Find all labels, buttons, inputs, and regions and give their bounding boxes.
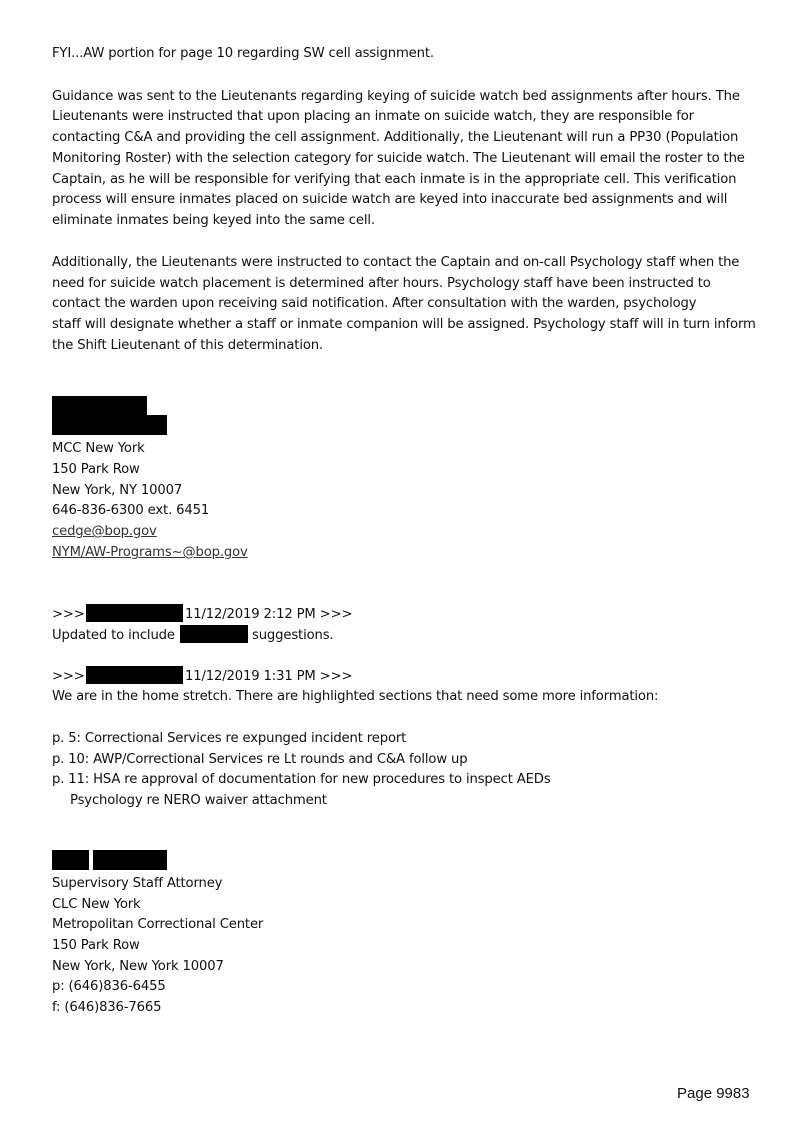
redaction-block bbox=[93, 850, 167, 870]
sig2-org: Metropolitan Correctional Center bbox=[52, 917, 264, 932]
sig1-street: 150 Park Row bbox=[52, 462, 140, 477]
list-item: p. 11: HSA re approval of documentation for new procedures to inspect AEDs bbox=[52, 772, 551, 787]
sig1-city: New York, NY 10007 bbox=[52, 483, 183, 498]
page-number: Page 9983 bbox=[677, 1085, 750, 1102]
paragraph1-line: process will ensure inmates placed on suicide watch are keyed into inaccurate bed assignments and will bbox=[52, 192, 728, 207]
paragraph2-line: Additionally, the Lieutenants were instructed to contact the Captain and on-call Psychology staff when the bbox=[52, 255, 740, 270]
sig2-street: 150 Park Row bbox=[52, 938, 140, 953]
list-item: Psychology re NERO waiver attachment bbox=[70, 793, 327, 808]
paragraph1-line: Monitoring Roster) with the selection category for suicide watch. The Lieutenant will email the roster to the bbox=[52, 151, 745, 166]
redaction-block bbox=[52, 850, 89, 870]
reply1-body-start: Updated to include bbox=[52, 628, 175, 643]
sig2-dept: CLC New York bbox=[52, 897, 141, 912]
reply2-prefix: >>> bbox=[52, 669, 85, 684]
paragraph1-line: Captain, as he will be responsible for verifying that each inmate is in the appropriate cell. This verification bbox=[52, 172, 737, 187]
paragraph1-line: contacting C&A and providing the cell assignment. Additionally, the Lieutenant will run a PP30 (Population bbox=[52, 130, 739, 145]
paragraph1-line: Guidance was sent to the Lieutenants regarding keying of suicide watch bed assignments after hours. The bbox=[52, 89, 740, 104]
paragraph2-line: staff will designate whether a staff or inmate companion will be assigned. Psychology staff will in turn inform bbox=[52, 317, 756, 332]
redaction-block bbox=[86, 666, 183, 684]
redaction-block bbox=[86, 604, 183, 622]
paragraph1-line: Lieutenants were instructed that upon placing an inmate on suicide watch, they are responsible for bbox=[52, 109, 694, 124]
reply1-body-end: suggestions. bbox=[252, 628, 334, 643]
redaction-block bbox=[180, 625, 248, 643]
sig1-phone: 646-836-6300 ext. 6451 bbox=[52, 503, 210, 518]
sig2-phone: p: (646)836-6455 bbox=[52, 979, 166, 994]
redaction-block bbox=[52, 396, 147, 416]
paragraph2-line: the Shift Lieutenant of this determination. bbox=[52, 338, 323, 353]
paragraph2-line: need for suicide watch placement is determined after hours. Psychology staff have been instructed to bbox=[52, 276, 711, 291]
reply2-timestamp: 11/12/2019 1:31 PM >>> bbox=[185, 669, 353, 684]
paragraph1-line: eliminate inmates being keyed into the same cell. bbox=[52, 213, 375, 228]
sig1-email-link[interactable]: cedge@bop.gov bbox=[52, 524, 157, 539]
sig2-city: New York, New York 10007 bbox=[52, 959, 224, 974]
reply1-timestamp: 11/12/2019 2:12 PM >>> bbox=[185, 607, 353, 622]
sig1-org: MCC New York bbox=[52, 441, 145, 456]
reply2-body: We are in the home stretch. There are highlighted sections that need some more information: bbox=[52, 689, 659, 704]
sig1-programs-email-link[interactable]: NYM/AW-Programs~@bop.gov bbox=[52, 545, 248, 560]
reply1-prefix: >>> bbox=[52, 607, 85, 622]
sig2-title: Supervisory Staff Attorney bbox=[52, 876, 223, 891]
list-item: p. 5: Correctional Services re expunged incident report bbox=[52, 731, 407, 746]
sig2-fax: f: (646)836-7665 bbox=[52, 1000, 162, 1015]
list-item: p. 10: AWP/Correctional Services re Lt rounds and C&A follow up bbox=[52, 752, 468, 767]
paragraph2-line: contact the warden upon receiving said notification. After consultation with the warden, psychology bbox=[52, 296, 697, 311]
intro-line: FYI...AW portion for page 10 regarding SW cell assignment. bbox=[52, 46, 434, 61]
redaction-block bbox=[52, 415, 167, 435]
